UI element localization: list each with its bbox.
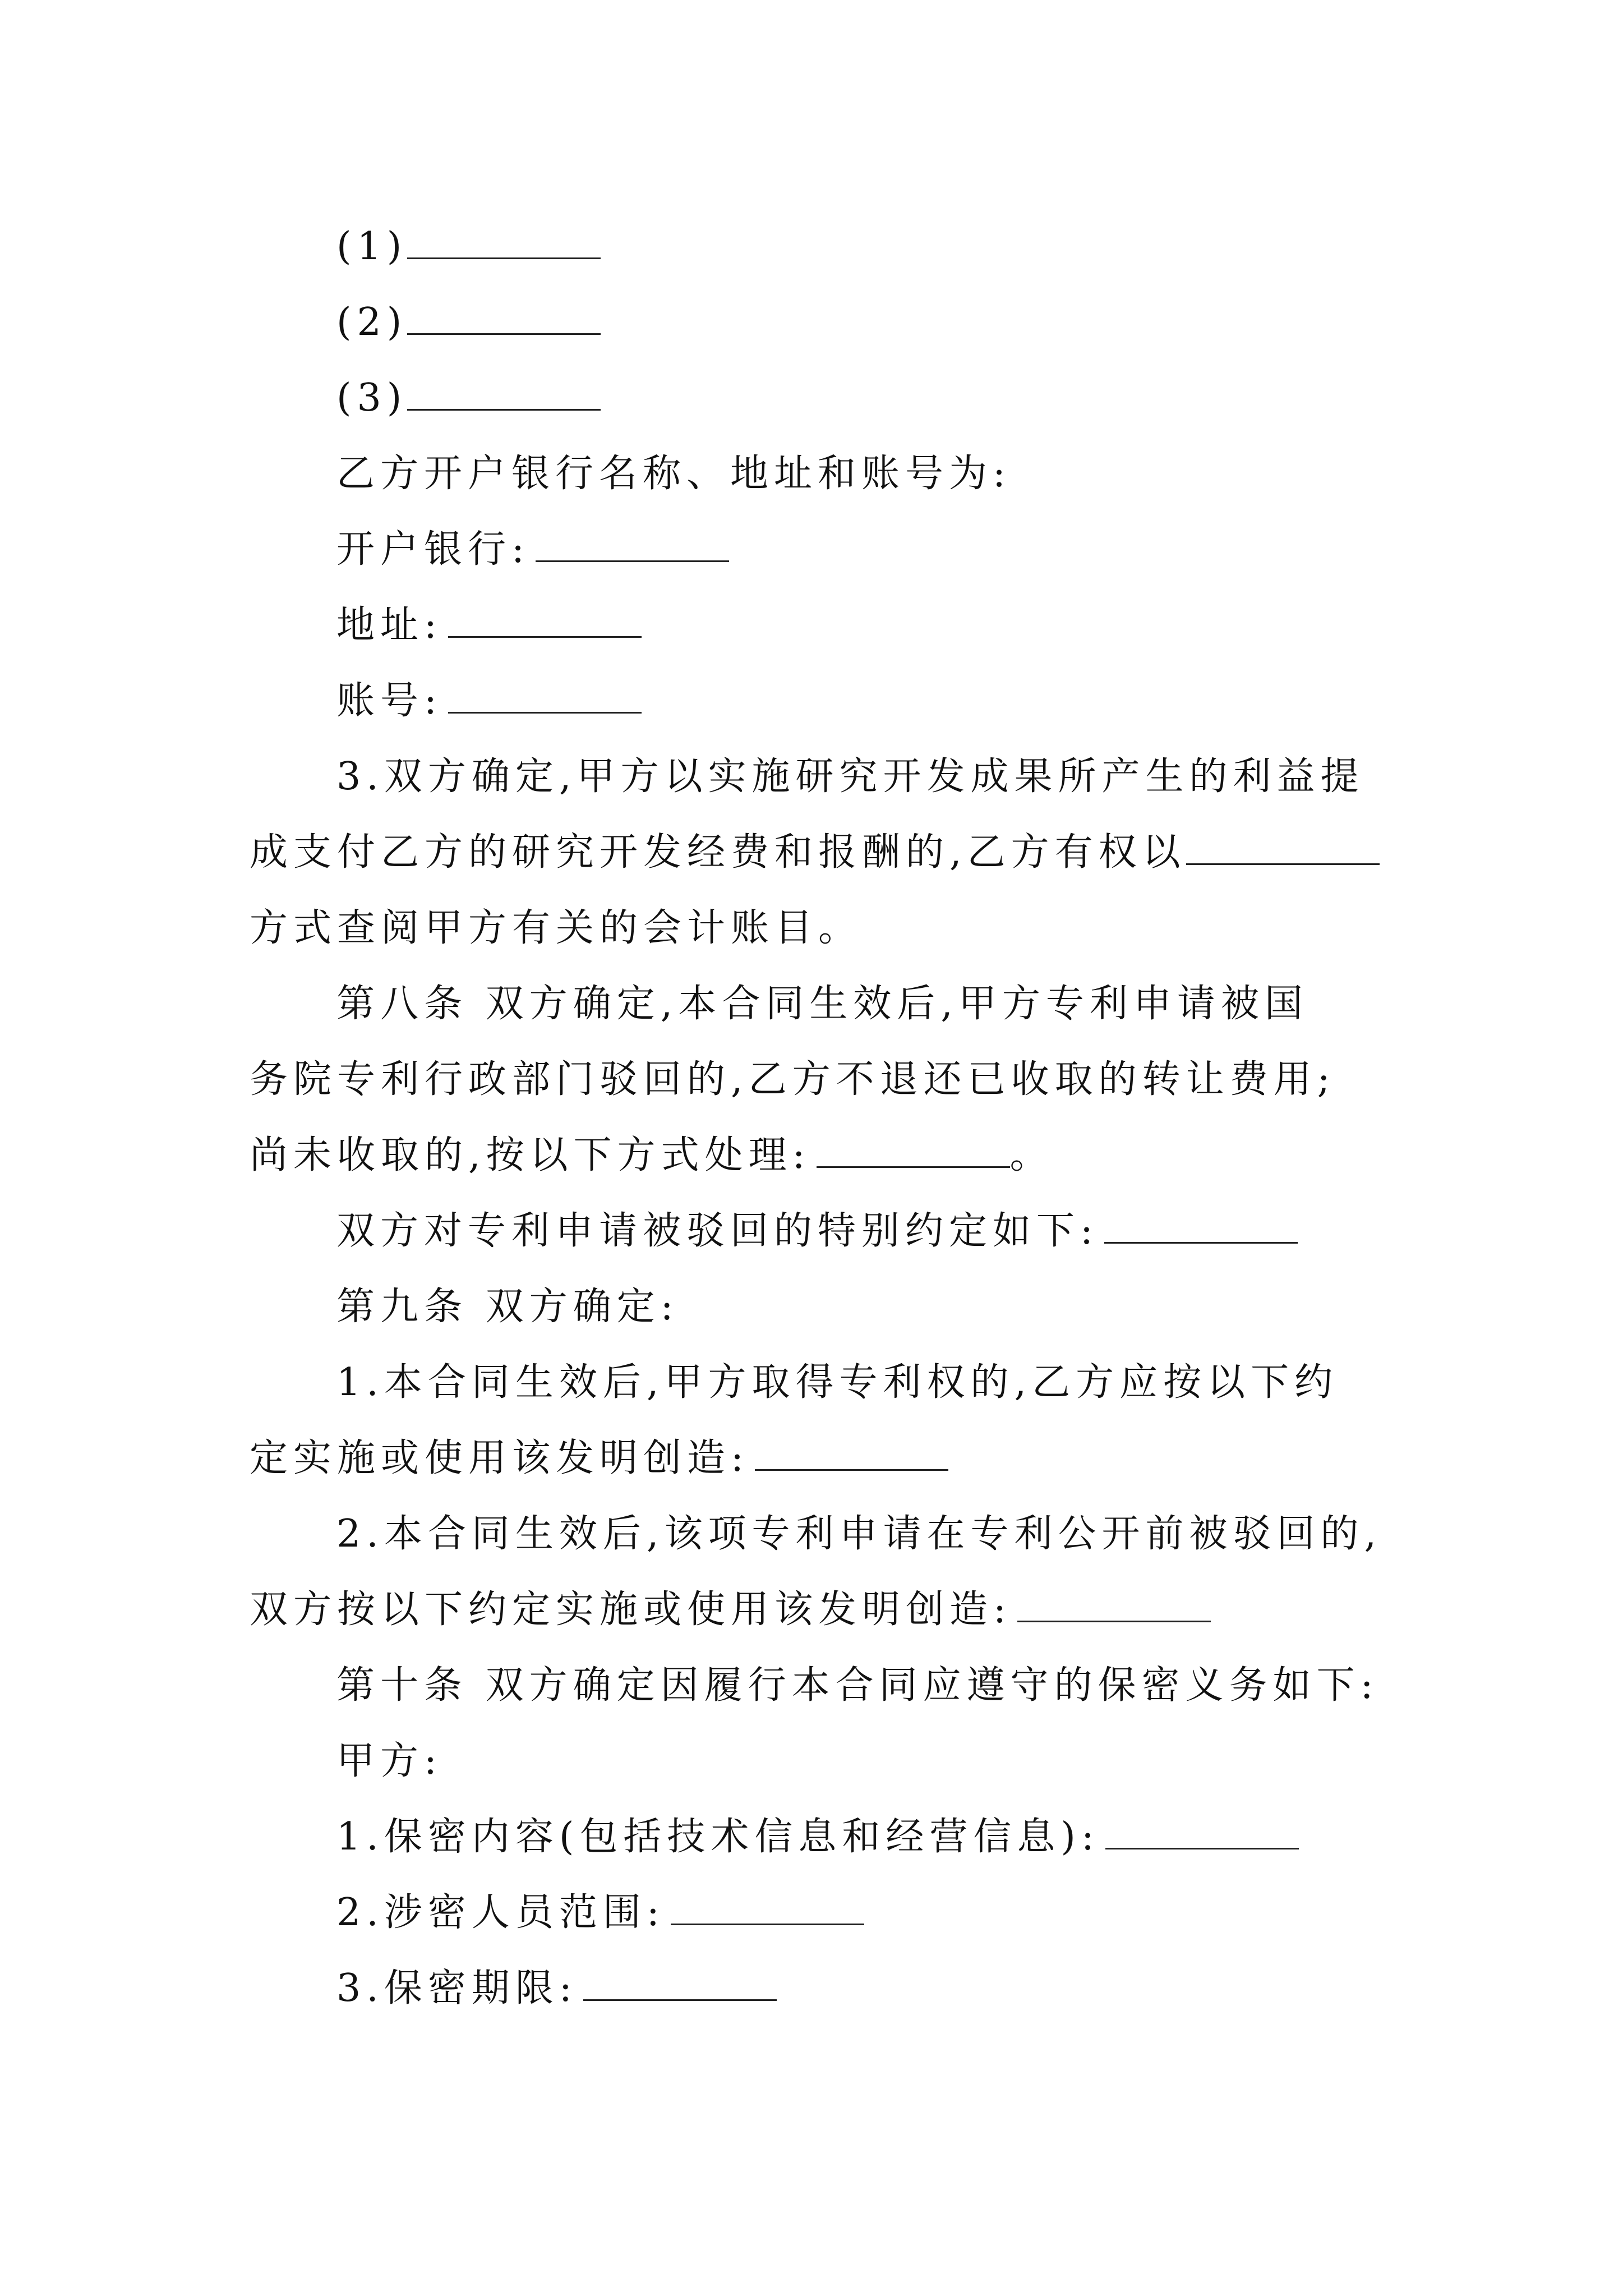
special-agreement-text: 双方对专利申请被驳回的特别约定如下:	[336, 1209, 1099, 1253]
item-1-blank[interactable]	[407, 223, 601, 259]
clause-7-3-line-1	[336, 752, 1364, 802]
party-a-heading	[336, 1736, 442, 1787]
bank-address-blank[interactable]	[448, 601, 642, 638]
article-8-period: 。	[1009, 1133, 1054, 1177]
party-a-heading-text: 甲方:	[336, 1739, 442, 1783]
clause-7-3-line-2	[250, 827, 1380, 878]
special-agreement-line	[336, 1206, 1298, 1257]
bank-info-heading-text: 乙方开户银行名称、地址和账号为:	[336, 452, 1011, 496]
clause-7-3-text-1: 3.双方确定,甲方以实施研究开发成果所产生的利益提	[336, 754, 1364, 799]
article-9-1-text-2: 定实施或使用该发明创造:	[250, 1436, 749, 1480]
confidential-content-blank[interactable]	[1105, 1813, 1299, 1849]
article-10-heading	[336, 1660, 1379, 1711]
article-8-line-3	[250, 1130, 1054, 1181]
uncollected-fee-blank[interactable]	[817, 1131, 1010, 1168]
item-1-line	[336, 222, 601, 272]
bank-info-heading	[336, 449, 1011, 499]
article-9-2-line-1	[336, 1509, 1382, 1559]
item-3-blank[interactable]	[407, 374, 601, 411]
confidential-period-label: 3.保密期限:	[336, 1966, 578, 2010]
article-8-text-3: 尚未收取的,按以下方式处理:	[250, 1133, 811, 1177]
item-2-line	[336, 297, 601, 348]
article-9-2-line-2	[250, 1585, 1211, 1635]
bank-address-line	[336, 600, 642, 651]
bank-name-line	[336, 524, 729, 575]
article-9-heading	[336, 1282, 679, 1332]
audit-method-blank[interactable]	[1186, 829, 1380, 865]
bank-account-line	[336, 676, 642, 726]
item-2-label: (2)	[336, 300, 408, 344]
item-2-blank[interactable]	[407, 298, 601, 335]
item-3-line	[336, 373, 601, 424]
confidential-period-blank[interactable]	[583, 1964, 777, 2001]
confidential-period-line	[336, 1963, 777, 2014]
article-9-1-line-1	[336, 1358, 1338, 1408]
patent-rejected-blank[interactable]	[1017, 1586, 1211, 1622]
article-9-1-text-1: 1.本合同生效后,甲方取得专利权的,乙方应按以下约	[336, 1360, 1339, 1405]
personnel-scope-line	[336, 1888, 864, 1938]
article-10-heading-text: 第十条 双方确定因履行本合同应遵守的保密义务如下:	[336, 1663, 1379, 1708]
article-8-line-2	[250, 1055, 1336, 1105]
bank-account-label: 账号:	[336, 679, 442, 723]
confidential-content-label: 1.保密内容(包括技术信息和经营信息):	[336, 1815, 1100, 1859]
clause-7-3-text-2: 成支付乙方的研究开发经费和报酬的,乙方有权以	[250, 830, 1186, 875]
article-9-heading-text: 第九条 双方确定:	[336, 1285, 679, 1329]
personnel-scope-blank[interactable]	[671, 1889, 864, 1925]
bank-address-label: 地址:	[336, 603, 442, 647]
bank-name-blank[interactable]	[536, 526, 729, 562]
article-9-1-line-2	[250, 1433, 948, 1484]
article-8-text-2: 务院专利行政部门驳回的,乙方不退还已收取的转让费用;	[250, 1057, 1336, 1102]
article-9-2-text-2: 双方按以下约定实施或使用该发明创造:	[250, 1588, 1012, 1632]
confidential-content-line	[336, 1812, 1299, 1862]
bank-name-label: 开户银行:	[336, 527, 530, 572]
special-agreement-blank[interactable]	[1104, 1207, 1298, 1244]
article-8-text-1: 第八条 双方确定,本合同生效后,甲方专利申请被国	[336, 982, 1308, 1026]
personnel-scope-label: 2.涉密人员范围:	[336, 1890, 665, 1935]
clause-7-3-line-3	[250, 903, 862, 954]
bank-account-blank[interactable]	[448, 677, 642, 714]
patent-granted-blank[interactable]	[755, 1434, 948, 1471]
clause-7-3-text-3: 方式查阅甲方有关的会计账目。	[250, 906, 863, 950]
article-8-line-1	[336, 979, 1308, 1029]
item-1-label: (1)	[336, 224, 408, 269]
item-3-label: (3)	[336, 376, 408, 420]
article-9-2-text-1: 2.本合同生效后,该项专利申请在专利公开前被驳回的,	[336, 1512, 1382, 1556]
